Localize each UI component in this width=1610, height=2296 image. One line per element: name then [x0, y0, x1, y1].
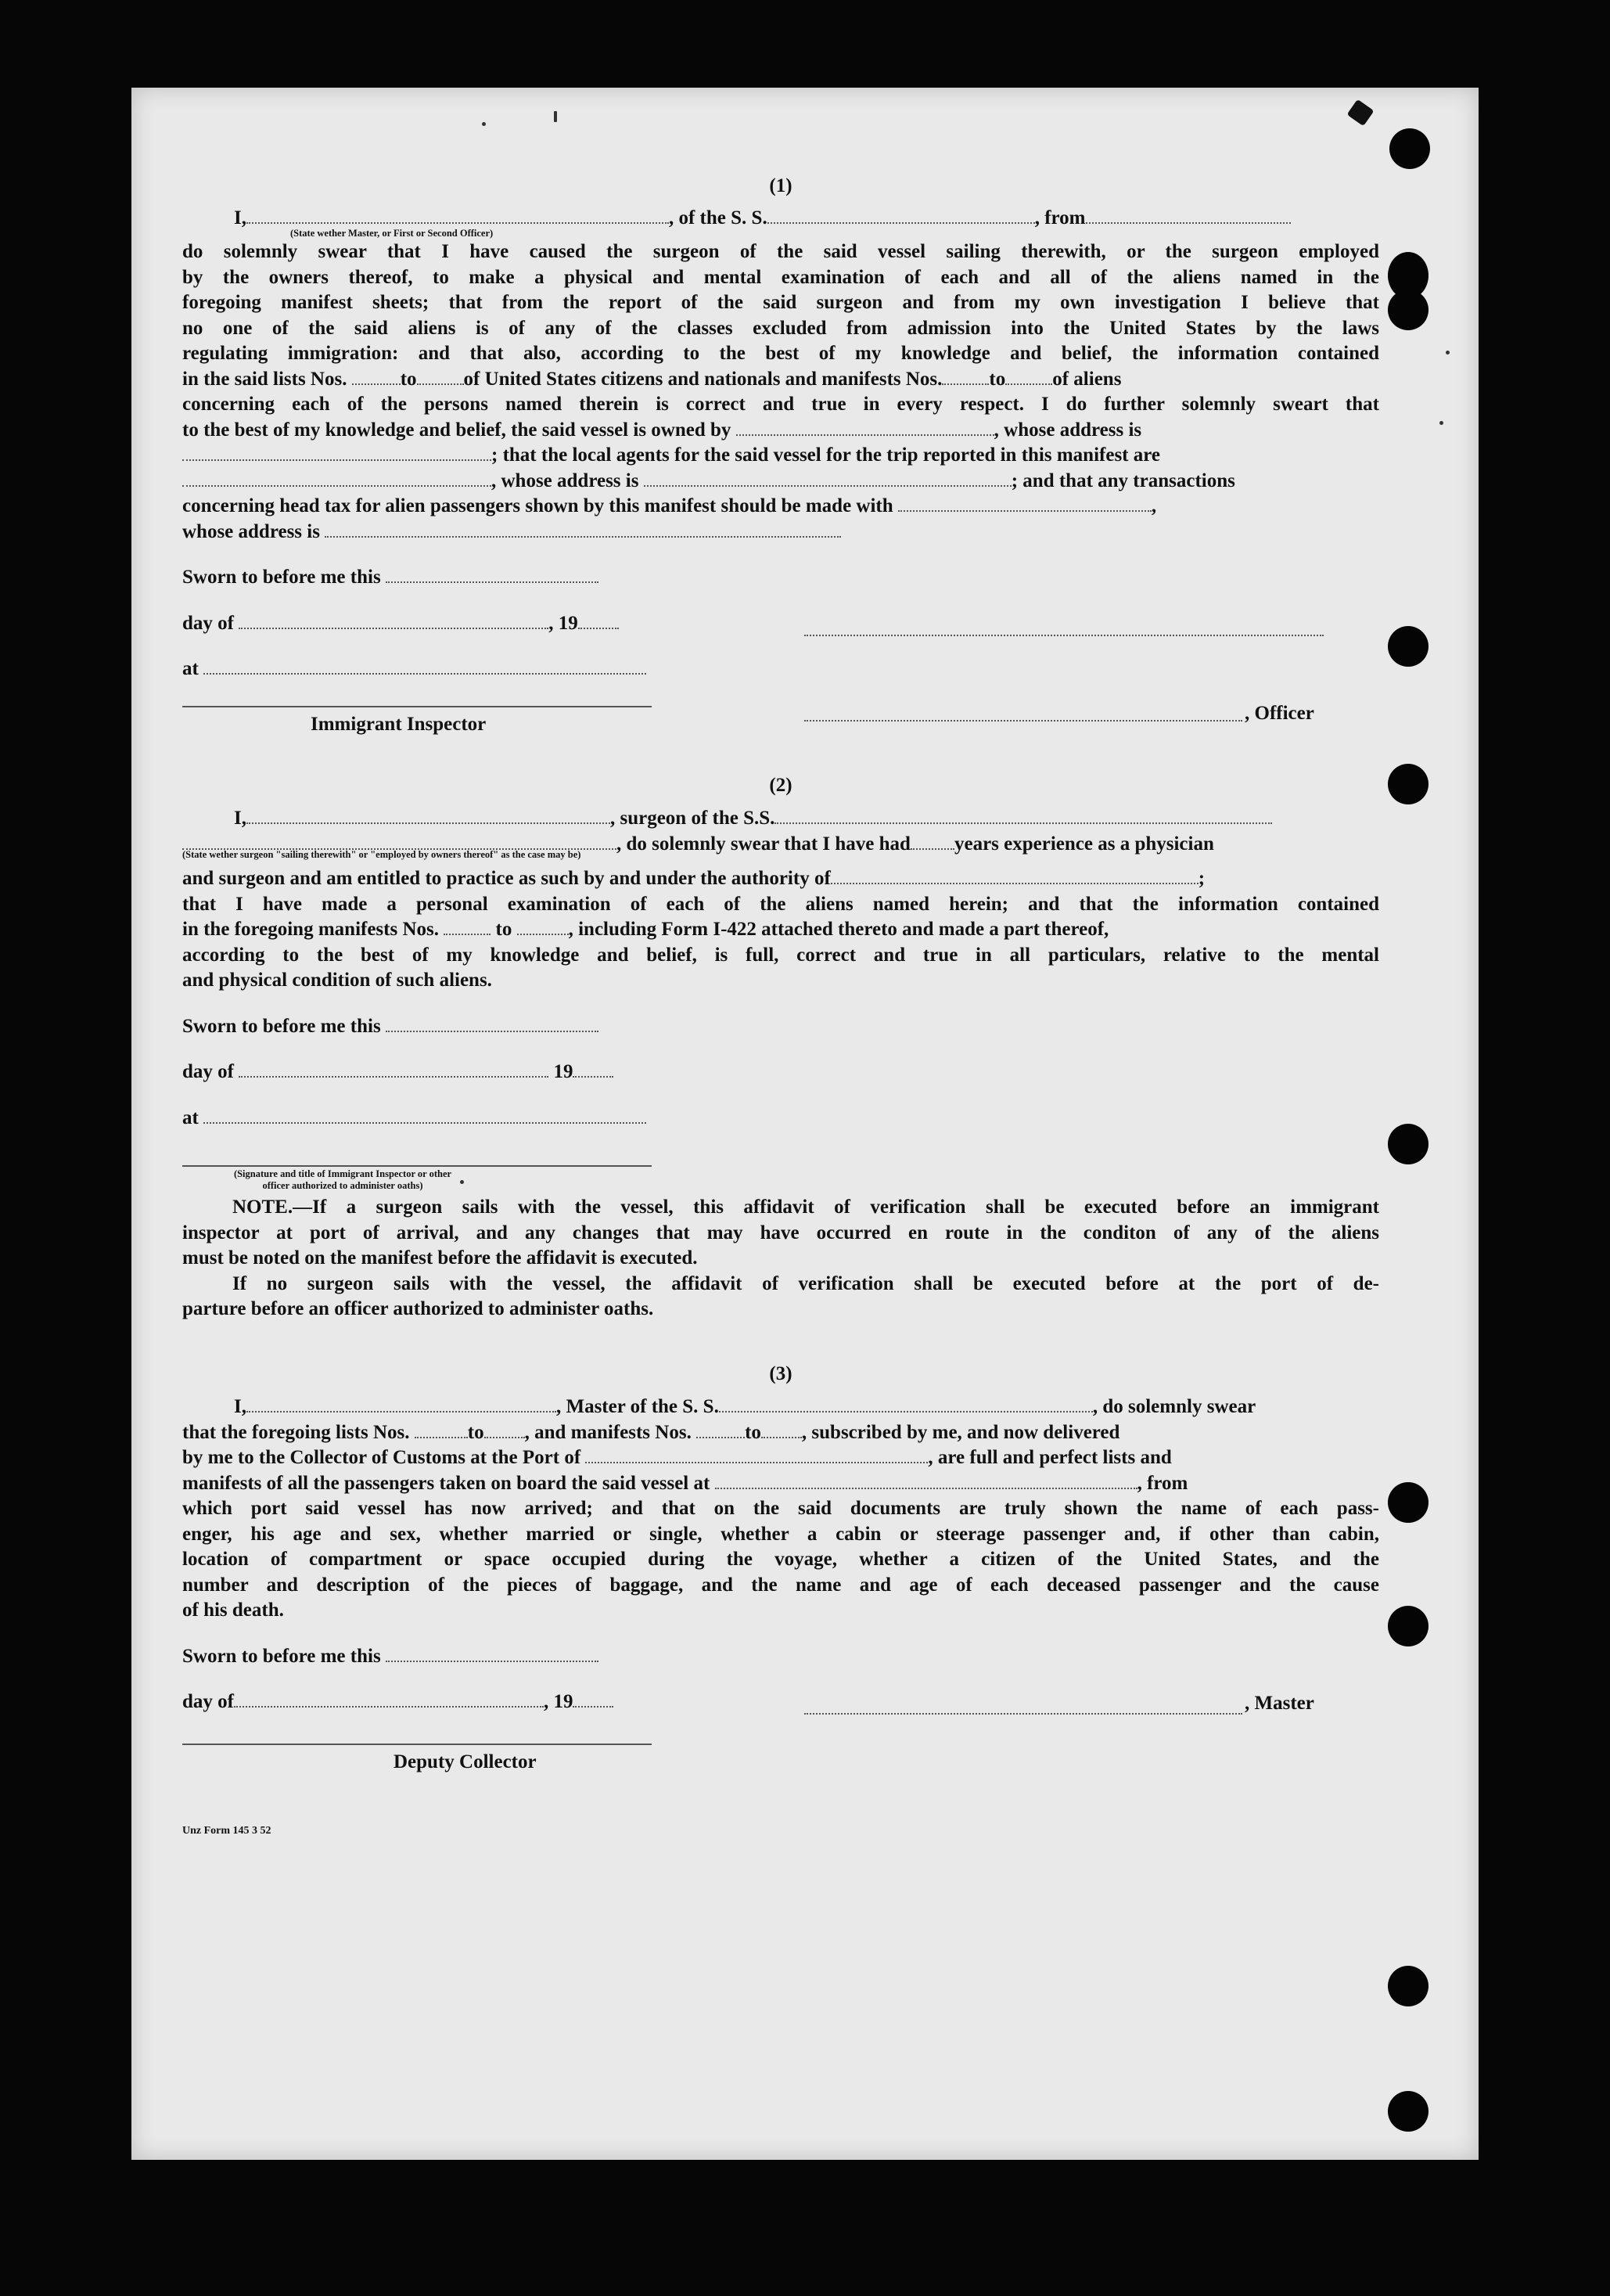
at-line	[182, 657, 1379, 682]
master-label: , Master	[1245, 1693, 1314, 1714]
punch-hole	[1388, 764, 1429, 804]
section1-text: foregoing manifest sheets; that from the report of the said surgeon and from my own investigation I believe that	[182, 292, 1379, 313]
text: , whose address is	[994, 419, 1142, 441]
text: , do solemnly swear that I have had	[616, 833, 911, 855]
sworn-date-field[interactable]	[386, 1017, 598, 1032]
text: ; that the local agents for the said vessel for the trip reported in this manifest are	[491, 444, 1160, 466]
lists-to-field[interactable]	[484, 1423, 525, 1438]
owner-field[interactable]	[736, 420, 994, 436]
text: to	[400, 368, 417, 390]
section3-text: which port said vessel has now arrived; and that on the said documents are truly shown the name of each pass-	[182, 1498, 1379, 1519]
day-field[interactable]	[239, 1062, 548, 1078]
day-of-line	[182, 1060, 1379, 1085]
boarding-port-field[interactable]	[715, 1474, 1137, 1489]
year-field[interactable]	[578, 614, 619, 629]
text: ; and that any transactions	[1011, 470, 1235, 491]
text: to	[745, 1421, 761, 1443]
agent-address-field[interactable]	[644, 471, 1012, 487]
note-text: If no surgeon sails with the vessel, the affidavit of verification shall be executed before at the port of de-	[232, 1272, 1379, 1294]
text: to	[989, 368, 1006, 390]
text: to	[495, 919, 512, 940]
master-vessel-field[interactable]	[719, 1397, 1093, 1413]
section3-line3	[182, 1445, 1379, 1471]
text: manifests of all the passengers taken on board the said vessel at	[182, 1472, 710, 1494]
text: and surgeon and am entitled to practice as such by and under the authority of	[182, 868, 831, 889]
text: of United States citizens and nationals and manifests Nos.	[463, 368, 943, 390]
text: , whose address is	[491, 470, 639, 491]
manifests-to-field[interactable]	[1005, 369, 1052, 385]
surgeon-manifest-to-field[interactable]	[517, 919, 569, 935]
punch-hole	[1389, 128, 1430, 169]
sworn-date-field[interactable]	[386, 567, 598, 583]
officer-label: , Officer	[1245, 702, 1314, 724]
punch-hole	[1388, 2091, 1429, 2132]
punch-hole	[1388, 290, 1429, 330]
punch-hole	[1388, 1124, 1429, 1164]
text: day of	[182, 1691, 234, 1712]
text: to	[467, 1421, 484, 1443]
signature-block	[182, 698, 1379, 753]
master-name-field[interactable]	[246, 1397, 556, 1413]
officer-caption: (State wether Master, or First or Second Officer)	[290, 228, 494, 239]
lists-from-field[interactable]	[352, 369, 401, 385]
officer-name-field[interactable]	[246, 208, 669, 224]
signature-caption	[182, 1168, 503, 1192]
section1-address-line	[182, 520, 1379, 545]
text: at	[182, 1107, 199, 1128]
label-of-ss: , of the S. S.	[668, 207, 767, 229]
inspector-label: Immigrant Inspector	[311, 713, 487, 735]
officer-title-field[interactable]	[804, 698, 1242, 722]
section3-line4	[182, 1471, 1379, 1497]
day-field[interactable]	[239, 614, 548, 629]
year-field[interactable]	[573, 1062, 613, 1078]
inspector-signature-field[interactable]	[182, 1142, 652, 1167]
text: years experience as a physician	[954, 833, 1214, 855]
text: Sworn to before me this	[182, 1015, 381, 1037]
text: , from	[1137, 1472, 1188, 1494]
punch-hole	[1388, 1606, 1429, 1646]
note-text: parture before an officer authorized to administer oaths.	[182, 1298, 654, 1319]
text: whose address is	[182, 520, 320, 542]
punch-hole	[1388, 1482, 1429, 1523]
surgeon-name-field[interactable]	[246, 808, 610, 824]
port-field[interactable]	[585, 1448, 928, 1463]
text: that the foregoing lists Nos.	[182, 1421, 410, 1443]
section1-text: regulating immigration: and that also, according to the best of my knowledge and belief, the information contained	[182, 343, 1379, 364]
text: Sworn to before me this	[182, 567, 381, 588]
manifests-from-field[interactable]	[942, 369, 989, 385]
text: , 19	[543, 1691, 573, 1712]
text: , do solemnly swear	[1092, 1396, 1256, 1417]
manifests-from-field[interactable]	[696, 1423, 745, 1438]
speck	[1439, 421, 1443, 425]
section2-line1	[182, 806, 1379, 832]
text: , are full and perfect lists and	[928, 1447, 1172, 1468]
section3-line2	[182, 1420, 1379, 1446]
text: day of	[182, 1061, 234, 1082]
affidavit-form	[182, 174, 1379, 1844]
section1-headtax-line	[182, 494, 1379, 520]
text: (Signature and title of Immigrant Inspector or other	[233, 1168, 452, 1179]
surgeon-status-field[interactable]	[182, 834, 616, 850]
officer-signature-field[interactable]	[804, 611, 1324, 636]
headtax-address-field[interactable]	[325, 522, 841, 538]
text: day of	[182, 612, 234, 634]
signature-block	[182, 1142, 1379, 1189]
section1-text: no one of the said aliens is of any of the classes excluded from admission into the United States by the laws	[182, 317, 1379, 339]
section-number: (3)	[769, 1362, 792, 1384]
punch-hole	[1388, 1966, 1429, 2006]
text: , and manifests Nos.	[524, 1421, 692, 1443]
section2-text: according to the best of my knowledge and belief, is full, correct and true in all particulars, relative to the mental	[182, 944, 1379, 966]
section1-agent-address-line	[182, 469, 1379, 495]
surgeon-vessel-field[interactable]	[774, 808, 1272, 824]
punch-hole	[1388, 626, 1429, 667]
owner-address-field[interactable]	[182, 445, 491, 461]
note-text: NOTE.—If a surgeon sails with the vessel, this affidavit of verification shall be executed before an immigrant	[232, 1197, 1379, 1218]
section3-text: enger, his age and sex, whether married or single, whether a cabin or steerage passenger and, if other than cabin,	[182, 1523, 1379, 1545]
section1-text: by the owners thereof, to make a physical and mental examination of each and all of the aliens named in the	[182, 266, 1379, 288]
day-field[interactable]	[234, 1692, 544, 1708]
inspector-signature-field[interactable]	[182, 698, 652, 707]
section1-lists-line	[182, 367, 1379, 393]
deputy-signature-field[interactable]	[182, 1740, 652, 1745]
section1-owner-line	[182, 418, 1379, 444]
years-experience-field[interactable]	[911, 834, 954, 850]
document-page	[131, 88, 1479, 2160]
label-from: , from	[1034, 207, 1086, 229]
sworn-line	[182, 565, 1379, 591]
day-of-line	[182, 611, 1379, 637]
note-text: inspector at port of arrival, and any changes that may have occurred en route in the conditon of any of the aliens	[182, 1222, 1379, 1243]
text: Sworn to before me this	[182, 1645, 381, 1667]
text: of aliens	[1052, 368, 1122, 390]
lists-to-field[interactable]	[417, 369, 464, 385]
surgeon-caption: (State wether surgeon "sailing therewith" or "employed by owners thereof" as the case may be)	[182, 849, 581, 860]
section3-text: of his death.	[182, 1600, 284, 1621]
lists-from-field[interactable]	[415, 1423, 468, 1438]
at-place-field[interactable]	[203, 659, 646, 675]
section3-line1	[182, 1395, 1379, 1420]
section3-text: location of compartment or space occupied during the voyage, whether a citizen of the United States, and the	[182, 1549, 1379, 1570]
label-i: I,	[234, 207, 246, 229]
text: I,	[234, 1396, 246, 1417]
text: ;	[1198, 868, 1206, 889]
section1-agents-line	[182, 443, 1379, 469]
text: 19	[553, 1061, 573, 1082]
headtax-field[interactable]	[898, 496, 1152, 512]
agents-field[interactable]	[182, 471, 491, 487]
sworn-line	[182, 1014, 1379, 1040]
from-port-field[interactable]	[1086, 208, 1291, 224]
at-place-field[interactable]	[203, 1108, 646, 1124]
text: to the best of my knowledge and belief, the said vessel is owned by	[182, 419, 731, 441]
note-text: must be noted on the manifest before the affidavit is executed.	[182, 1247, 698, 1269]
sworn-line	[182, 1644, 1379, 1670]
text: in the foregoing manifests Nos.	[182, 919, 440, 940]
section1-text: concerning each of the persons named therein is correct and true in every respect. I do further solemnly sweart that	[182, 394, 1379, 415]
text: ,	[1151, 495, 1157, 516]
section-number: (1)	[769, 175, 792, 196]
text: in the said lists Nos.	[182, 368, 347, 390]
text: at	[182, 658, 199, 679]
speck	[482, 122, 486, 126]
text: , including Form I-422 attached thereto and made a part thereof,	[568, 919, 1109, 940]
section2-text: and physical condition of such aliens.	[182, 970, 492, 991]
surgeon-manifest-from-field[interactable]	[444, 919, 491, 935]
text: , 19	[548, 612, 578, 634]
text: , Master of the S. S.	[555, 1396, 719, 1417]
vessel-name-field[interactable]	[767, 208, 1035, 224]
deputy-label: Deputy Collector	[394, 1751, 537, 1772]
section2-manifest-line	[182, 917, 1379, 943]
day-of-line	[182, 1690, 1379, 1715]
text: by me to the Collector of Customs at the Port of	[182, 1447, 581, 1468]
at-line	[182, 1106, 1379, 1132]
section2-text: that I have made a personal examination of each of the aliens named herein; and that the information contained	[182, 893, 1379, 915]
section3-text: number and description of the pieces of baggage, and the name and age of each deceased passenger and the cause	[182, 1574, 1379, 1596]
tear-mark	[1346, 99, 1374, 127]
text: , subscribed by me, and now delivered	[801, 1421, 1120, 1443]
manifests-to-field[interactable]	[761, 1423, 802, 1438]
text: concerning head tax for alien passengers shown by this manifest should be made with	[182, 495, 893, 516]
text: I,	[234, 808, 246, 829]
text: , surgeon of the S.S.	[609, 808, 775, 829]
speck	[554, 111, 557, 122]
section2-authority-line	[182, 866, 1379, 892]
section-number: (2)	[769, 774, 792, 796]
year-field[interactable]	[573, 1692, 613, 1708]
note-block	[182, 1195, 1379, 1323]
speck	[1446, 351, 1450, 354]
sworn-date-field[interactable]	[386, 1646, 598, 1662]
authority-field[interactable]	[831, 869, 1199, 884]
section1-text: do solemnly swear that I have caused the surgeon of the said vessel sailing therewith, or the surgeon employed	[182, 241, 1379, 262]
form-number: Unz Form 145 3 52	[182, 1824, 271, 1837]
text: officer authorized to administer oaths)	[262, 1180, 423, 1191]
signature-block	[182, 1740, 1379, 1787]
master-signature-field[interactable]	[804, 1690, 1242, 1715]
